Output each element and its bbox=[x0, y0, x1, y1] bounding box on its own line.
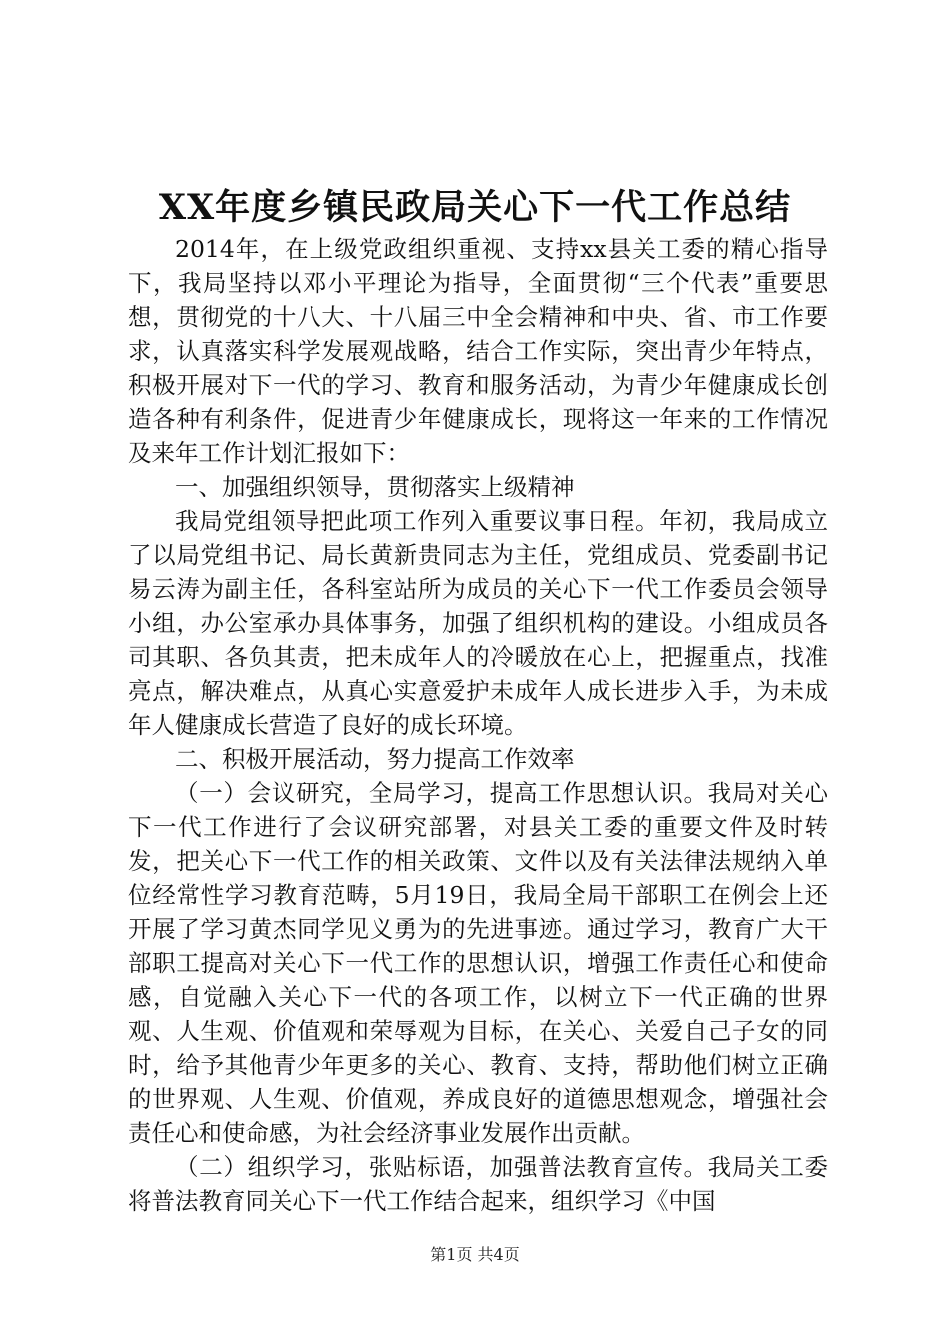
page-footer: 第1页 共4页 bbox=[430, 1245, 520, 1264]
section-heading-1: 一、加强组织领导，贯彻落实上级精神 bbox=[175, 473, 575, 501]
section-heading-2: 二、积极开展活动，努力提高工作效率 bbox=[175, 745, 575, 773]
paragraph-intro: 2014年，在上级党政组织重视、支持xx县关工委的精心指导下，我局坚持以邓小平理论为指导，全面贯彻“三个代表”重要思想，贯彻党的十八大、十八届三中全会精神和中央、省、市工作要求，认真落实科学发展观战略，结合工作实际，突出青少年特点，积极开展对下一代的学习、教育和服务活动，为青少年健康成长创造各种有利条件，促进青少年健康成长，现将这一年来的工作情况及来年工作计划汇报如下： bbox=[128, 235, 828, 467]
paragraph-section-1: 我局党组领导把此项工作列入重要议事日程。年初，我局成立了以局党组书记、局长黄新贵同志为主任，党组成员、党委副书记易云涛为副主任，各科室站所为成员的关心下一代工作委员会领导小组，办公室承办具体事务，加强了组织机构的建设。小组成员各司其职、各负其责，把未成年人的冷暖放在心上，把握重点，找准亮点，解决难点，从真心实意爱护未成年人成长进步入手，为未成年人健康成长营造了良好的成长环境。 bbox=[128, 507, 828, 739]
document-body bbox=[128, 232, 828, 1218]
document-title: XX年度乡镇民政局关心下一代工作总结 bbox=[158, 187, 792, 228]
paragraph-subsection-2: （二）组织学习，张贴标语，加强普法教育宣传。我局关工委将普法教育同关心下一代工作结合起来，组织学习《中国 bbox=[128, 1153, 828, 1215]
paragraph-subsection-1: （一）会议研究，全局学习，提高工作思想认识。我局对关心下一代工作进行了会议研究部署，对县关工委的重要文件及时转发，把关心下一代工作的相关政策、文件以及有关法律法规纳入单位经常性学习教育范畴，5月19日，我局全局干部职工在例会上还开展了学习黄杰同学见义勇为的先进事迹。通过学习，教育广大干部职工提高对关心下一代工作的思想认识，增强工作责任心和使命感，自觉融入关心下一代的各项工作，以树立下一代正确的世界观、人生观、价值观和荣辱观为目标，在关心、关爱自己子女的同时，给予其他青少年更多的关心、教育、支持，帮助他们树立正确的世界观、人生观、价值观，养成良好的道德思想观念，增强社会责任心和使命感，为社会经济事业发展作出贡献。 bbox=[128, 779, 828, 1147]
